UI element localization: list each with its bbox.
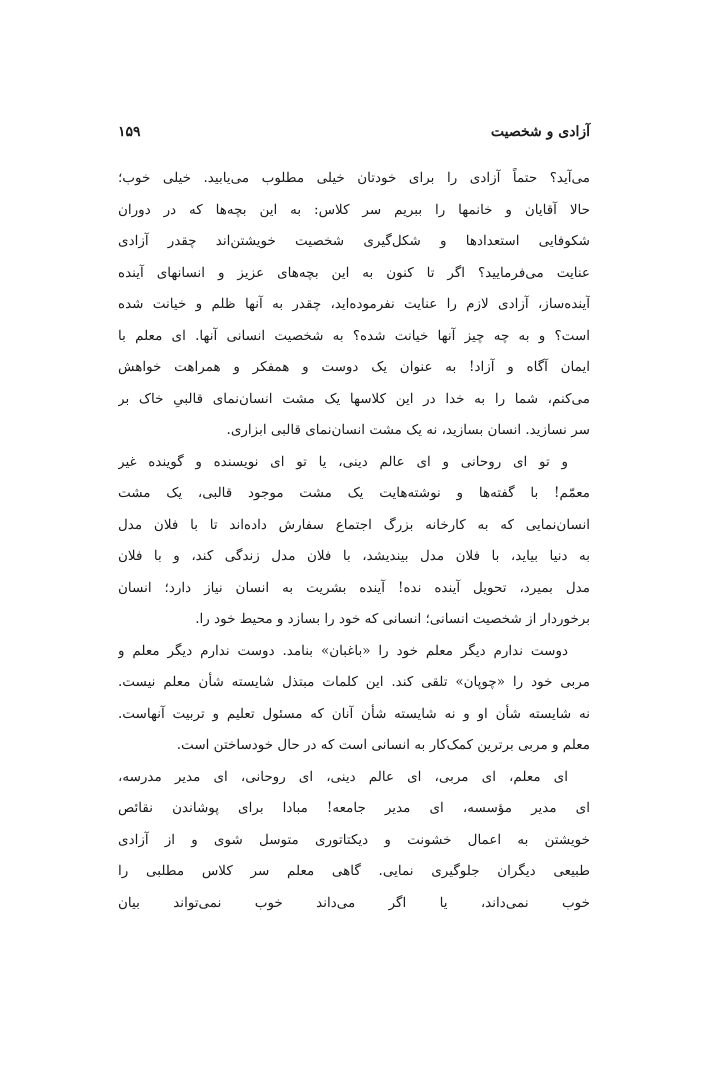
- text-line: معلم و مربی برترین کمک‌کار به انسانی است که در حال خودساختن است.: [176, 737, 590, 753]
- text-line: عنایت می‌فرمایید؟ اگر تا کنون به این بچه‌های عزیز و انسانهای آینده: [118, 264, 590, 281]
- text-line: ای مدیر مؤسسه، ای مدیر جامعه! مبادا برای پوشاندن نقائص: [118, 800, 590, 816]
- text-line: ای معلم، ای مربی، ای عالم دینی، ای روحانی، ای مدیر مدرسه،: [118, 768, 568, 785]
- text-line: شکوفایی استعدادها و شکل‌گیری شخصیت خویشتن‌اند چقدر آزادی: [118, 233, 590, 249]
- text-line: آینده‌ساز، آزادی لازم را عنایت نفرموده‌اید، چقدر به آنها ظلم و خیانت شده: [118, 296, 590, 312]
- text-line: خوب نمی‌داند، یا اگر می‌داند خوب نمی‌تواند بیان: [118, 894, 590, 911]
- text-line: است؟ و به چه چیز آنها خیانت شده؟ به شخصیت انسانی آنها. ای معلم با: [118, 327, 590, 344]
- text-line: مربی خود را «چوپان» تلقی کند. این کلمات مبتذل شایسته شأن معلم نیست.: [118, 674, 590, 690]
- text-line: می‌آید؟ حتماً آزادی را برای خودتان خیلی مطلوب می‌یابید. خیلی خوب؛: [118, 170, 590, 186]
- text-line: نه شایسته شأن او و نه شایسته شأن آنان که مسئول تعلیم و تربیت آنهاست.: [118, 705, 590, 722]
- body-text: [118, 163, 590, 919]
- page-number: ۱۵۹: [118, 124, 141, 140]
- text-line: انسان‌نمایی که به کارخانه بزرگ اجتماع سفارش داده‌اند تا با فلان مدل: [118, 516, 590, 533]
- text-line: ایمان آگاه و آزاد! به عنوان یک دوست و همفکر و همراهت خواهش: [118, 359, 590, 375]
- text-line: مدل بمیرد، تحویل آینده نده! آینده بشریت به انسان نیاز دارد؛ انسان: [118, 579, 590, 596]
- text-line: و تو ای روحانی و ای عالم دینی، یا تو ای نویسنده و گوینده غیر: [118, 453, 568, 470]
- text-line: برخوردار از شخصیت انسانی؛ انسانی که خود را بسازد و محیط خود را.: [195, 611, 590, 627]
- text-line: دوست ندارم دیگر معلم خود را «باغبان» بنامد. دوست ندارم دیگر معلم و: [118, 642, 568, 659]
- text-line: می‌کنم، شما را به خدا در این کلاسها یک مشت انسان‌نمای قالبیِ خاک بر: [118, 390, 590, 407]
- text-line: طبیعی دیگران جلوگیری نمایی. گاهی معلم سر کلاس مطلبی را: [118, 863, 590, 879]
- text-line: حالا آقایان و خانمها را ببریم سر کلاس: به این بچه‌ها که در دوران: [118, 201, 590, 218]
- running-head: [118, 120, 590, 144]
- text-line: خویشتن به اعمال خشونت و دیکتاتوری متوسل شوی و از آزادی: [118, 831, 590, 848]
- running-head-title: آزادی و شخصیت: [490, 124, 590, 140]
- text-line: معمّم! با گفته‌ها و نوشته‌هایت یک مشت موجود قالبی، یک مشت: [118, 485, 590, 501]
- text-line: به دنیا بیاید، با فلان مدل بیندیشد، با فلان مدل زندگی کند، و با فلان: [118, 548, 590, 564]
- text-line: سر نسازید. انسان بسازید، نه یک مشت انسان‌نمای قالبی ابزاری.: [226, 422, 590, 438]
